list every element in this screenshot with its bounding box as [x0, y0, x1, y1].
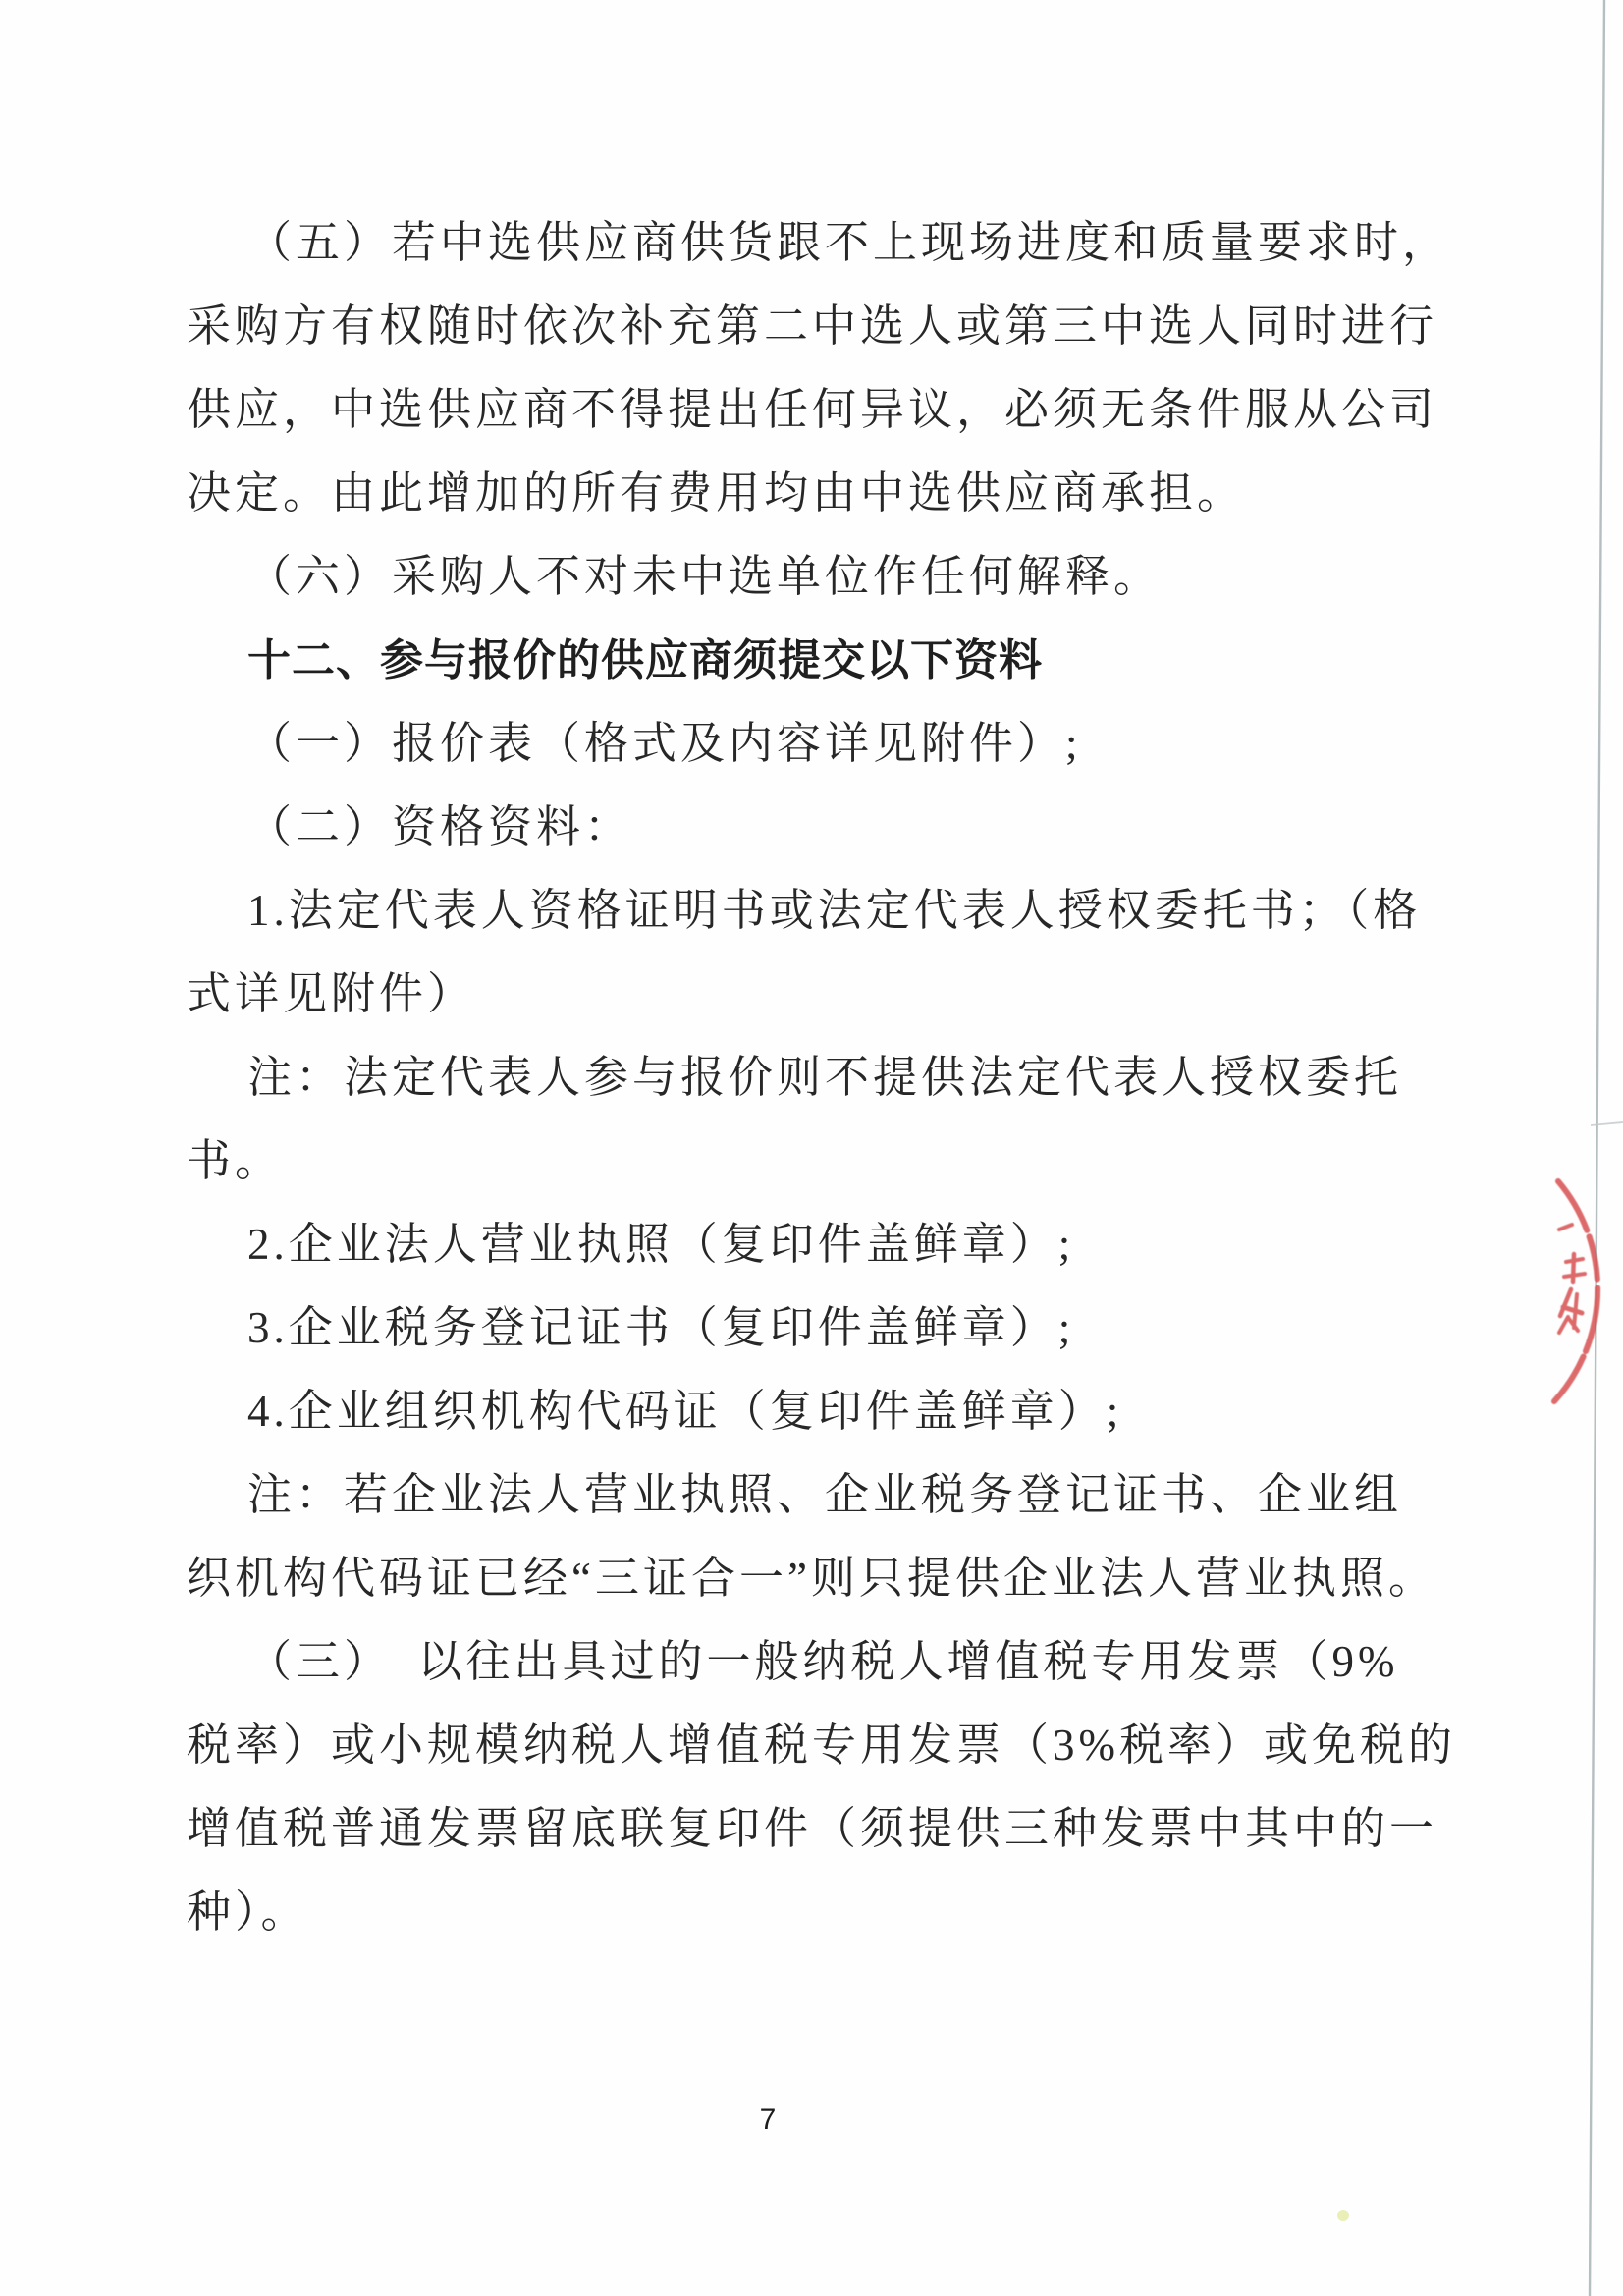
text-line: 2.企业法人营业执照（复印件盖鲜章）;: [247, 1220, 1075, 1269]
seal-glyph-fragment: [1559, 1317, 1568, 1333]
paper-edge-line: [1590, 0, 1604, 2296]
text-line: （一）报价表（格式及内容详见附件）;: [247, 719, 1082, 768]
text-line: 4.企业组织机构代码证（复印件盖鲜章）;: [247, 1387, 1123, 1436]
text-line: 注：若企业法人营业执照、企业税务登记证书、企业组: [247, 1470, 1403, 1519]
text-line: 书。: [187, 1136, 284, 1185]
text-line: 1.法定代表人资格证明书或法定代表人授权委托书；（格: [247, 886, 1422, 935]
text-line: 决定。由此增加的所有费用均由中选供应商承担。: [187, 468, 1246, 518]
document-text-block: [187, 201, 1463, 1954]
text-line: （三） 以往出具过的一般纳税人增值税专用发票（9%: [247, 1637, 1399, 1686]
seal-rim-arc: [1554, 1181, 1597, 1401]
text-line: 采购方有权随时依次补充第二中选人或第三中选人同时进行: [187, 301, 1438, 351]
seal-glyph-fragment: [1560, 1289, 1571, 1316]
seal-glyph-fragment: [1563, 1307, 1582, 1313]
seal-glyph-fragment: [1559, 1225, 1572, 1230]
text-line: （五）若中选供应商供货跟不上现场进度和质量要求时，: [247, 218, 1451, 267]
yellow-smudge: [1337, 2210, 1349, 2221]
text-line: 式详见附件）: [187, 969, 476, 1018]
seal-glyph-fragment: [1573, 1254, 1574, 1282]
section-heading: 十二、参与报价的供应商须提交以下资料: [247, 636, 1043, 684]
text-line: 税率）或小规模纳税人增值税专用发票（3%税率）或免税的: [187, 1721, 1456, 1770]
text-line: （二）资格资料：: [247, 802, 633, 851]
text-line: 织机构代码证已经“三证合一”则只提供企业法人营业执照。: [187, 1554, 1436, 1603]
seal-glyph-fragment: [1564, 1274, 1585, 1277]
text-line: 种）。: [187, 1887, 309, 1937]
seal-glyph-fragment: [1569, 1319, 1578, 1331]
paper-edge-tick: [1591, 1122, 1623, 1125]
seal-glyph-fragment: [1574, 1294, 1577, 1328]
text-line: 3.企业税务登记证书（复印件盖鲜章）;: [247, 1303, 1075, 1352]
text-line: 增值税普通发票留底联复印件（须提供三种发票中其中的一: [187, 1804, 1438, 1853]
page-number: 7: [759, 2104, 777, 2136]
text-line: 注：法定代表人参与报价则不提供法定代表人授权委托: [247, 1053, 1403, 1102]
seal-glyph-fragment: [1566, 1259, 1583, 1262]
text-line: （六）采购人不对未中选单位作任何解释。: [247, 552, 1163, 601]
text-line: 供应，中选供应商不得提出任何异议，必须无条件服从公司: [187, 385, 1438, 434]
